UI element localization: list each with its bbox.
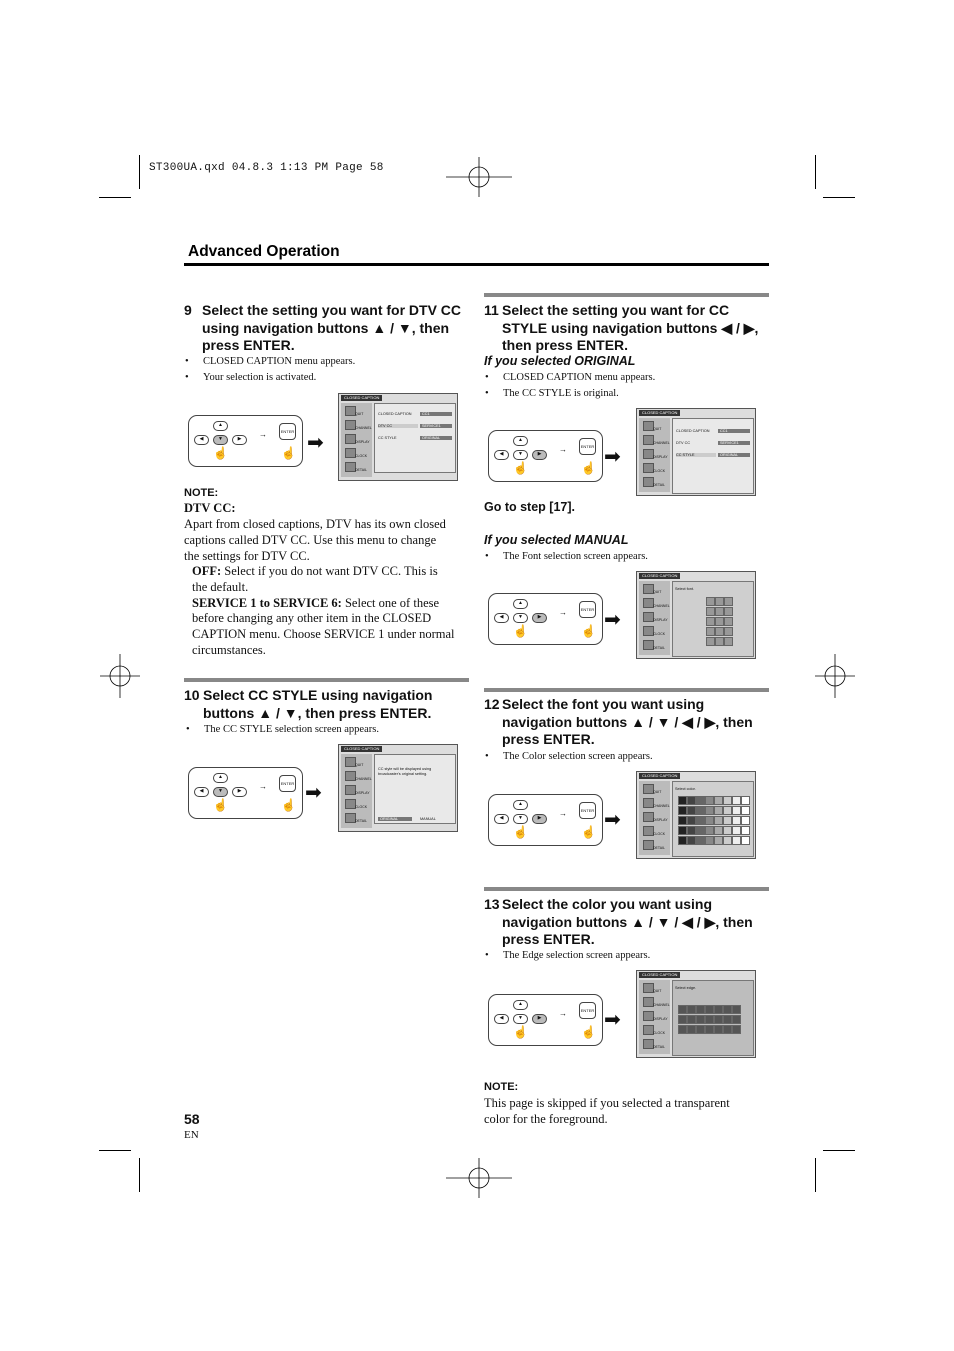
bullet: • The CC STYLE selection screen appears. [204,723,379,736]
enter-button-icon: ENTER [279,423,296,440]
arrow-icon: → [559,608,567,617]
step-rule [184,678,469,682]
print-header: ST300UA.qxd 04.8.3 1:13 PM Page 58 [149,162,384,174]
enter-button-icon: ENTER [579,601,596,618]
section-title: Advanced Operation [188,243,340,260]
goto-step: Go to step [17]. [484,500,575,514]
hand-pointer-icon: ☝ [581,825,596,839]
crop-mark [99,197,131,198]
osd-main: Select edge. [672,980,754,1056]
step-number: 9 [184,302,192,318]
osd-sidebar: QUIT CHANNEL DISPLAY CLOCK DETAIL [639,581,670,655]
step-11-heading: 11 Select the setting you want for CC STYLE using navigation buttons ◀ / ▶, then press ENTER. [484,302,759,353]
remote-illustration [188,767,303,819]
osd-sidebar: QUIT CHANNEL DISPLAY CLOCK DETAIL [639,980,670,1054]
hand-pointer-icon: ☝ [513,825,528,839]
next-arrow-icon: ➡ [604,609,621,631]
left-button-icon: ◀ [194,787,209,797]
step-line: press ENTER. [202,337,295,353]
crop-mark [815,155,816,189]
down-button-icon: ▼ [513,613,528,623]
step-10-heading: 10 Select CC STYLE using navigation buttons ▲ / ▼, then press ENTER. [184,687,433,721]
bullet: • Your selection is activated. [203,371,316,384]
bullet: • The Font selection screen appears. [503,550,648,563]
next-arrow-icon: ➡ [307,432,324,454]
next-arrow-icon: ➡ [604,809,621,831]
note-line: the default. [192,580,249,594]
if-manual-heading: If you selected MANUAL [484,533,629,547]
up-button-icon: ▲ [213,421,228,431]
osd-screen-font: CLOSED CAPTION QUIT CHANNEL DISPLAY CLOCK DETAIL Select font. [636,571,756,659]
registration-mark-left [100,654,140,698]
crop-mark [139,1158,140,1192]
note-line: This page is skipped if you selected a transparent [484,1096,730,1110]
left-button-icon: ◀ [494,450,509,460]
osd-main: Select color. [672,781,754,857]
hand-pointer-icon: ☝ [581,461,596,475]
enter-button-icon: ENTER [279,775,296,792]
right-button-icon: ▶ [232,787,247,797]
osd-screen [338,393,458,481]
note-line: the settings for DTV CC. [184,549,310,563]
remote-illustration [488,794,603,846]
osd-screen-color: CLOSED CAPTION QUIT CHANNEL DISPLAY CLOCK DETAIL Select color. [636,771,756,859]
right-button-icon: ▶ [232,435,247,445]
off-line: OFF: Select if you do not want DTV CC. This is [192,564,438,578]
note-line: Apart from closed captions, DTV has its own closed [184,517,446,531]
bullet: • The Edge selection screen appears. [503,949,650,962]
up-button-icon: ▲ [513,436,528,446]
next-arrow-icon: ➡ [604,446,621,468]
step-13-heading: 13 Select the color you want using navigation buttons ▲ / ▼ / ◀ / ▶, then press ENTER. [484,896,753,947]
left-button-icon: ◀ [494,814,509,824]
hand-pointer-icon: ☝ [581,624,596,638]
note-title: NOTE: [184,487,219,499]
enter-button-icon: ENTER [579,802,596,819]
note-title: NOTE: [484,1081,519,1093]
remote-illustration [488,430,603,482]
bullet: • The Color selection screen appears. [503,750,653,763]
section-rule [184,263,769,266]
dtv-cc-label: DTV CC: [184,501,236,515]
down-button-icon: ▼ [513,814,528,824]
step-line: Select the setting you want for DTV CC [202,302,462,318]
osd-main: CLOSED CAPTION CC1 DTV CC SERVICE1 CC STYLE ORIGINAL [374,403,456,473]
hand-pointer-icon: ☝ [513,1025,528,1039]
crop-mark [823,197,855,198]
step-rule [484,293,769,297]
osd-screen: CLOSED CAPTION QUIT CHANNEL DISPLAY CLOCK DETAIL CC style will be displayed using broadcaster's original setting. ORIGINAL MANUAL [338,744,458,832]
step-9-heading [184,302,474,356]
osd-sidebar: QUIT CHANNEL DISPLAY CLOCK DETAIL [639,418,670,492]
down-button-icon: ▼ [213,787,228,797]
page-number: 58 [184,1111,200,1127]
enter-button-icon: ENTER [579,1002,596,1019]
note-line: circumstances. [192,643,266,657]
left-button-icon: ◀ [494,1014,509,1024]
registration-mark-bottom [446,1158,512,1198]
osd-screen-edge: CLOSED CAPTION QUIT CHANNEL DISPLAY CLOCK DETAIL Select edge. [636,970,756,1058]
bullet: • CLOSED CAPTION menu appears. [503,371,655,384]
hand-pointer-icon: ☝ [281,446,296,460]
language-code: EN [184,1129,199,1141]
up-button-icon: ▲ [513,599,528,609]
note-line: CAPTION menu. Choose SERVICE 1 under normal [192,627,455,641]
remote-illustration [488,994,603,1046]
right-button-icon: ▶ [532,1014,547,1024]
enter-button-icon: ENTER [579,438,596,455]
registration-mark-right [815,654,855,698]
crop-mark [815,1158,816,1192]
up-button-icon: ▲ [513,1000,528,1010]
arrow-icon: → [559,1009,567,1018]
down-button-icon: ▼ [513,450,528,460]
hand-pointer-icon: ☝ [213,446,228,460]
registration-mark-top [446,157,512,197]
hand-pointer-icon: ☝ [581,1025,596,1039]
step-rule [484,887,769,891]
right-button-icon: ▶ [532,450,547,460]
left-button-icon: ◀ [194,435,209,445]
crop-mark [139,155,140,189]
hand-pointer-icon: ☝ [213,798,228,812]
bullet: • The CC STYLE is original. [503,387,619,400]
service-line: SERVICE 1 to SERVICE 6: Select one of these [192,596,440,610]
right-button-icon: ▶ [532,613,547,623]
up-button-icon: ▲ [513,800,528,810]
osd-sidebar: QUIT CHANNEL DISPLAY CLOCK DETAIL [341,754,372,828]
osd-header: CLOSED CAPTION [341,395,382,401]
bullet: • CLOSED CAPTION menu appears. [203,355,355,368]
down-button-icon: ▼ [213,435,228,445]
osd-screen: CLOSED CAPTION QUIT CHANNEL DISPLAY CLOCK DETAIL CLOSED CAPTION CC1 DTV CC SERVICE1 CC STYLE ORIGINAL [636,408,756,496]
next-arrow-icon: ➡ [604,1009,621,1031]
step-12-heading: 12 Select the font you want using navigation buttons ▲ / ▼ / ◀ / ▶, then press ENTER. [484,696,753,747]
right-button-icon: ▶ [532,814,547,824]
osd-main: Select font. [672,581,754,657]
hand-pointer-icon: ☝ [281,798,296,812]
arrow-icon: → [559,809,567,818]
up-button-icon: ▲ [213,773,228,783]
osd-main: CC style will be displayed using broadcaster's original setting. ORIGINAL MANUAL [374,754,456,824]
arrow-icon: → [259,430,267,439]
note-line: captions called DTV CC. Use this menu to change [184,533,437,547]
crop-mark [99,1150,131,1151]
next-arrow-icon: ➡ [305,782,322,804]
remote-illustration [488,593,603,645]
arrow-icon: → [559,445,567,454]
arrow-icon: → [259,782,267,791]
step-rule [484,688,769,692]
hand-pointer-icon: ☝ [513,624,528,638]
down-button-icon: ▼ [513,1014,528,1024]
hand-pointer-icon: ☝ [513,461,528,475]
osd-main: CLOSED CAPTION CC1 DTV CC SERVICE1 CC STYLE ORIGINAL [672,418,754,494]
left-button-icon: ◀ [494,613,509,623]
osd-sidebar: QUIT CHANNEL DISPLAY CLOCK DETAIL [639,781,670,855]
note-line: before changing any other item in the CLOSED [192,611,432,625]
if-original-heading: If you selected ORIGINAL [484,354,636,368]
remote-illustration [188,415,303,467]
osd-sidebar: QUIT CHANNEL DISPLAY CLOCK DETAIL [341,403,372,477]
crop-mark [823,1150,855,1151]
note-line: color for the foreground. [484,1112,608,1126]
step-line: using navigation buttons ▲ / ▼, then [202,320,450,336]
